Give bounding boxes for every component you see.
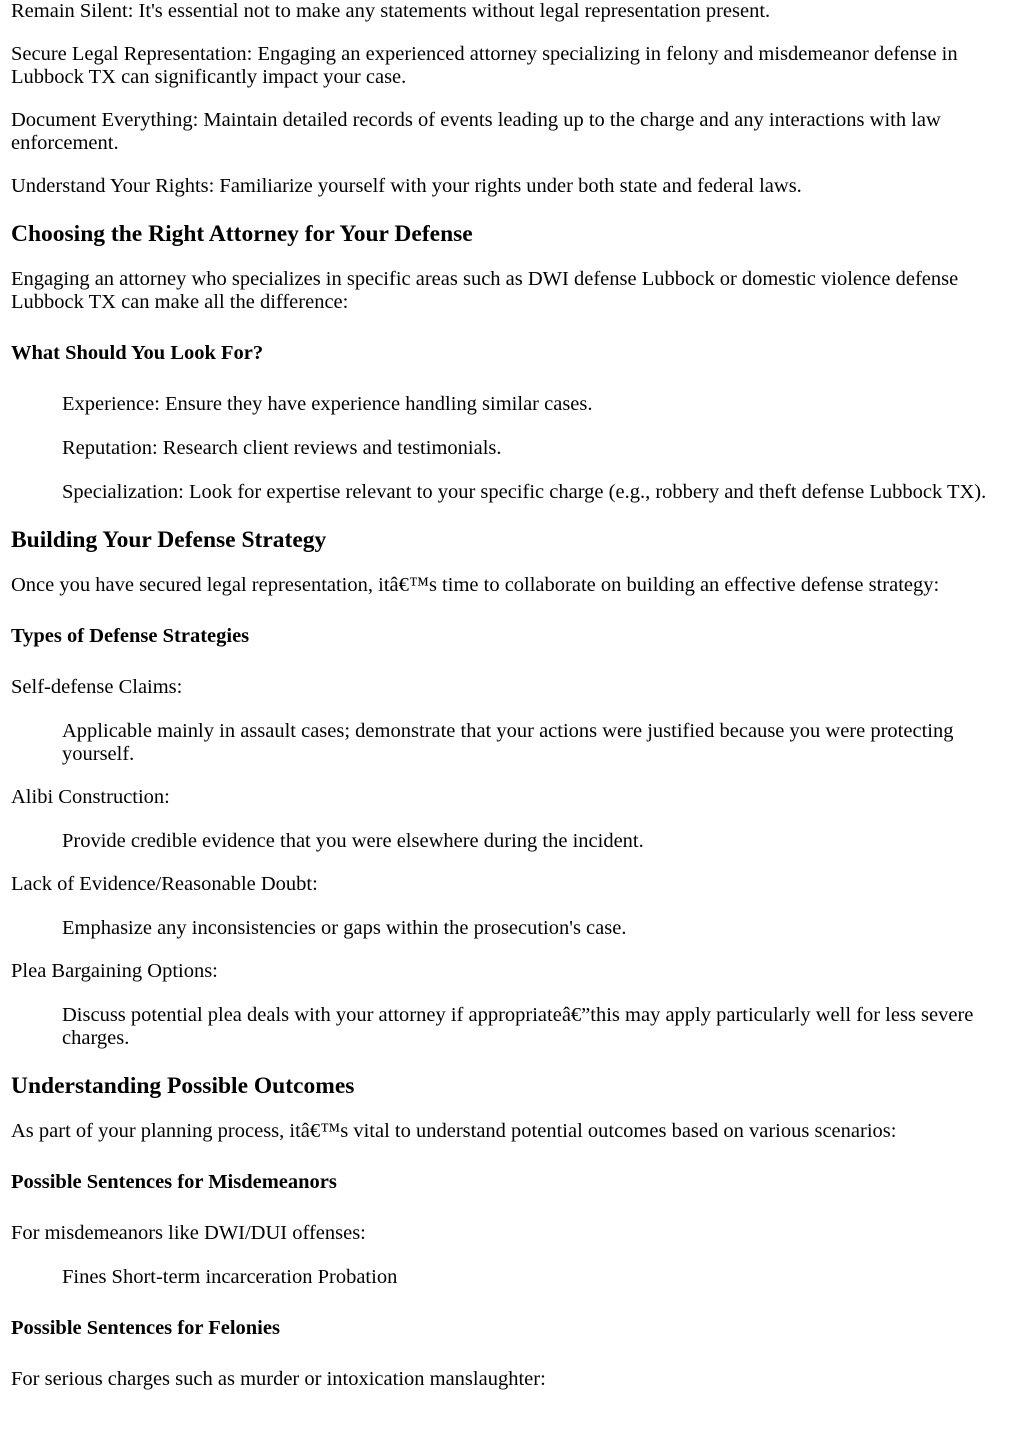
subheading-types-of-strategies: Types of Defense Strategies: [11, 625, 250, 647]
outcomes-paragraph: As part of your planning process, itâ€™s vital to understand potential outcomes based on various scenarios:: [11, 1120, 897, 1142]
heading-defense-strategy: Building Your Defense Strategy: [11, 527, 327, 553]
intro-item-remain-silent: Remain Silent: It's essential not to make any statements without legal representation present.: [11, 0, 771, 22]
strategy-term-alibi: Alibi Construction:: [11, 786, 170, 808]
subheading-misdemeanor-sentences: Possible Sentences for Misdemeanors: [11, 1171, 337, 1193]
heading-choosing-attorney: Choosing the Right Attorney for Your Defense: [11, 221, 473, 247]
strategy-list: [11, 676, 1013, 1050]
strategy-desc-alibi: Provide credible evidence that you were elsewhere during the incident.: [62, 830, 644, 852]
strategy-term-lack-of-evidence: Lack of Evidence/Reasonable Doubt:: [11, 873, 318, 895]
heading-possible-outcomes: Understanding Possible Outcomes: [11, 1073, 355, 1099]
intro-item-understand-rights: Understand Your Rights: Familiarize yourself with your rights under both state and federal laws.: [11, 175, 802, 197]
strategy-term-self-defense: Self-defense Claims:: [11, 676, 183, 698]
criteria-experience: Experience: Ensure they have experience handling similar cases.: [62, 393, 593, 415]
criteria-specialization: Specialization: Look for expertise relevant to your specific charge (e.g., robbery and theft defense Lubbock TX).: [62, 481, 987, 503]
attorney-paragraph: Engaging an attorney who specializes in specific areas such as DWI defense Lubbock or domestic violence defense Lubbock TX can make all the difference:: [11, 268, 959, 313]
intro-item-document-everything: Document Everything: Maintain detailed records of events leading up to the charge and any interactions with law enforcement.: [11, 109, 941, 154]
intro-item-secure-representation: Secure Legal Representation: Engaging an experienced attorney specializing in felony and misdemeanor defense in Lubbock TX can significantly impact your case.: [11, 43, 958, 88]
misdemeanor-paragraph: For misdemeanors like DWI/DUI offenses:: [11, 1222, 366, 1244]
strategy-term-plea-bargaining: Plea Bargaining Options:: [11, 960, 218, 982]
strategy-desc-lack-of-evidence: Emphasize any inconsistencies or gaps within the prosecution's case.: [62, 917, 627, 939]
subheading-what-to-look-for: What Should You Look For?: [11, 342, 264, 364]
strategy-desc-self-defense: Applicable mainly in assault cases; demonstrate that your actions were justified because you were protecting yourself.: [62, 720, 954, 765]
attorney-criteria-list: [62, 393, 1013, 504]
misdemeanor-sentence-list: Fines Short-term incarceration Probation: [62, 1266, 398, 1288]
subheading-felony-sentences: Possible Sentences for Felonies: [11, 1317, 280, 1339]
criteria-reputation: Reputation: Research client reviews and testimonials.: [62, 437, 502, 459]
strategy-desc-plea-bargaining: Discuss potential plea deals with your attorney if appropriateâ€”this may apply particularly well for less severe charges.: [62, 1004, 974, 1049]
felony-paragraph: For serious charges such as murder or intoxication manslaughter:: [11, 1368, 546, 1390]
strategy-paragraph: Once you have secured legal representation, itâ€™s time to collaborate on building an effective defense strategy:: [11, 574, 940, 596]
